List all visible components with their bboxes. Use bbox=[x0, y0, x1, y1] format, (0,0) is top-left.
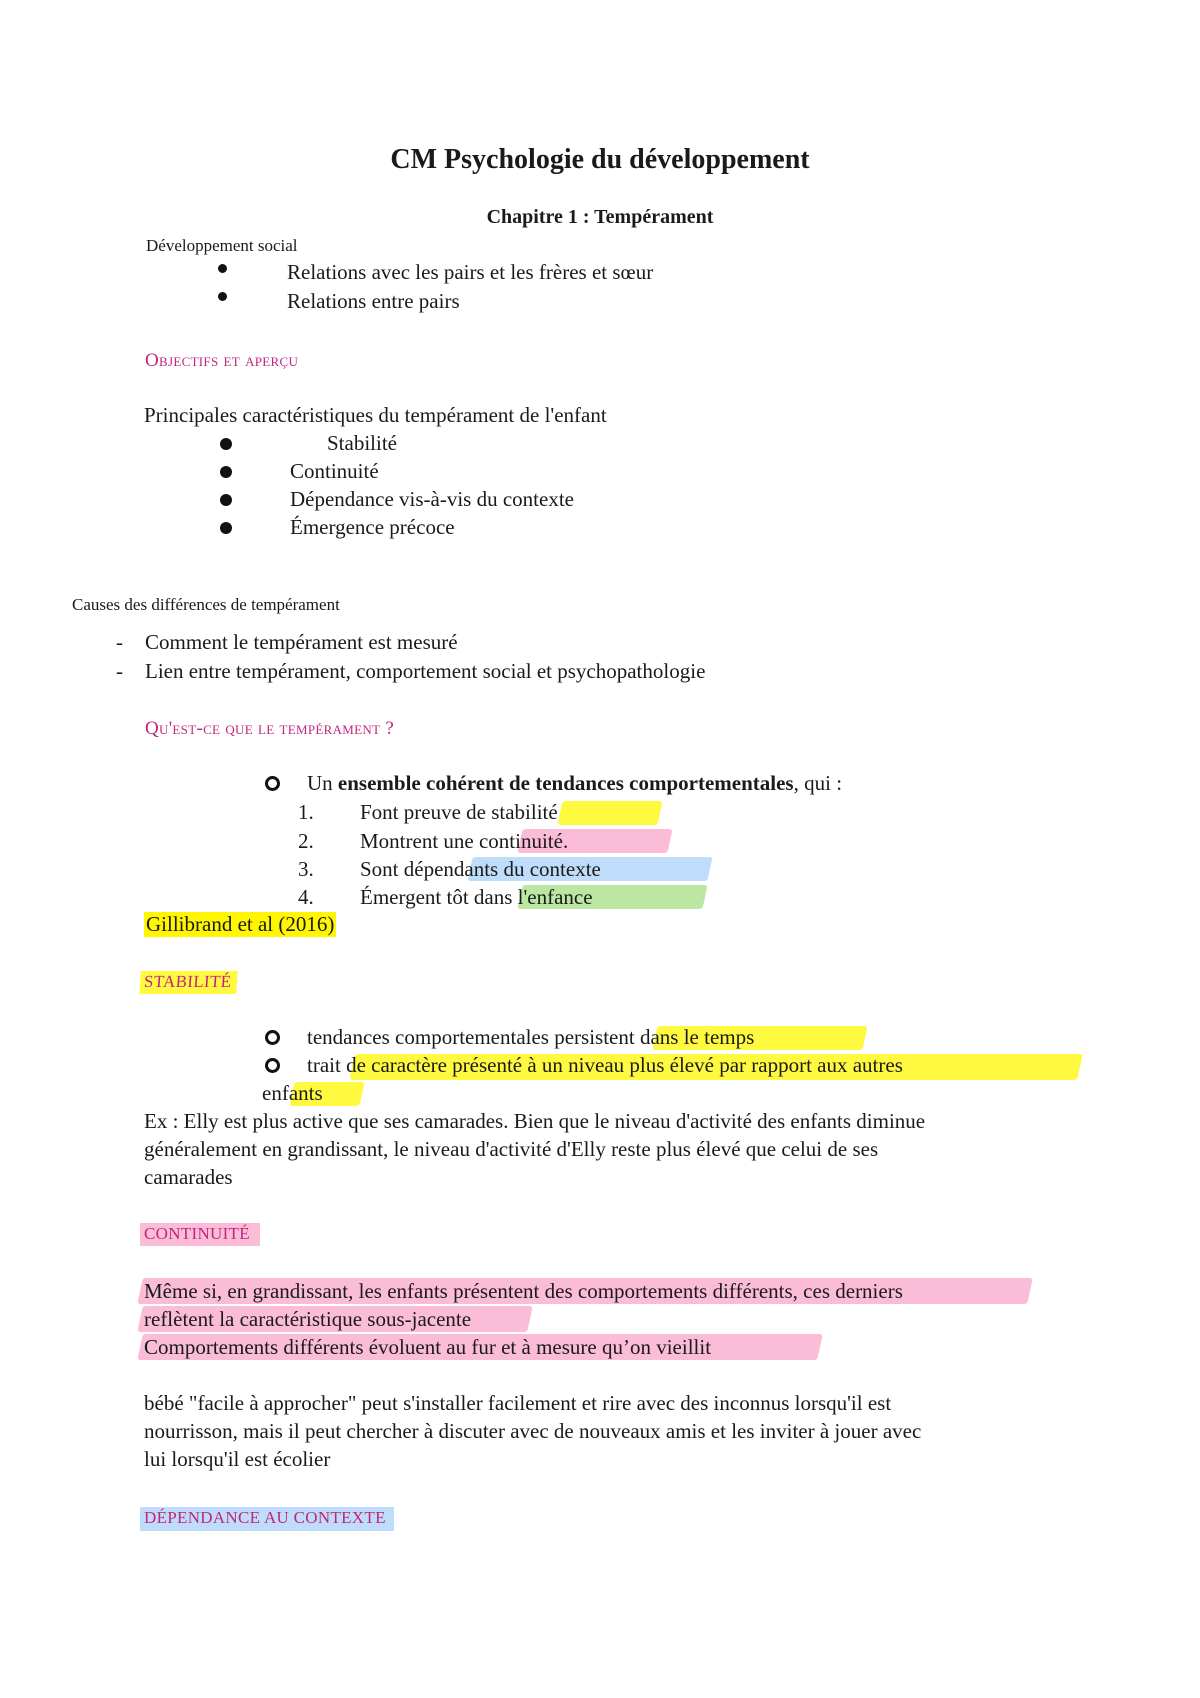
section-heading-dependance: DÉPENDANCE AU CONTEXTE bbox=[140, 1507, 394, 1531]
continuite-line: reflètent la caractéristique sous-jacente bbox=[144, 1307, 472, 1331]
causes-label: Causes des différences de tempérament bbox=[72, 595, 340, 614]
quest-item-num: 2. bbox=[298, 829, 314, 853]
stabilite-example-line: Ex : Elly est plus active que ses camarades. Bien que le niveau d'activité des enfants diminue bbox=[144, 1109, 926, 1133]
bullet-icon bbox=[218, 264, 227, 273]
objectifs-intro: Principales caractéristiques du tempérament de l'enfant bbox=[144, 403, 607, 427]
continuite-example-line: lui lorsqu'il est écolier bbox=[144, 1447, 331, 1471]
objectifs-item: Continuité bbox=[290, 459, 379, 483]
quest-lead bbox=[307, 771, 842, 796]
continuite-example-line: nourrisson, mais il peut chercher à discuter avec de nouveaux amis et les inviter à jouer avec bbox=[144, 1419, 922, 1443]
bullet-icon bbox=[220, 466, 232, 478]
reference: Gillibrand et al (2016) bbox=[146, 912, 335, 936]
dev-social-item: Relations entre pairs bbox=[287, 289, 460, 313]
section-heading-continuite: CONTINUITÉ bbox=[140, 1223, 260, 1246]
continuite-example-line: bébé "facile à approcher" peut s'installer facilement et rire avec des inconnus lorsqu'il est bbox=[144, 1391, 892, 1415]
quest-item-num: 3. bbox=[298, 857, 314, 881]
circle-bullet-icon bbox=[265, 1030, 280, 1045]
bullet-icon bbox=[220, 494, 232, 506]
causes-item: Comment le tempérament est mesuré bbox=[145, 630, 458, 654]
stabilite-item: tendances comportementales persistent dans le temps bbox=[307, 1025, 755, 1049]
circle-bullet-icon bbox=[265, 1058, 280, 1073]
dash-icon: - bbox=[116, 630, 123, 654]
dash-icon: - bbox=[116, 659, 123, 683]
objectifs-item: Dépendance vis-à-vis du contexte bbox=[290, 487, 574, 511]
objectifs-item: Stabilité bbox=[327, 431, 397, 455]
quest-lead-pre: Un bbox=[307, 771, 338, 795]
quest-item: Émergent tôt dans l'enfance bbox=[360, 885, 593, 909]
quest-item-num: 4. bbox=[298, 885, 314, 909]
page-title: CM Psychologie du développement bbox=[390, 144, 810, 175]
stabilite-item-cont: enfants bbox=[262, 1081, 323, 1105]
quest-item: Montrent une continuité. bbox=[360, 829, 569, 853]
objectifs-item: Émergence précoce bbox=[290, 515, 455, 539]
circle-bullet-icon bbox=[265, 776, 280, 791]
chapter-title: Chapitre 1 : Tempérament bbox=[486, 206, 714, 228]
section-heading-quest: Qu'est-ce que le tempérament ? bbox=[145, 718, 395, 739]
section-heading-objectifs: Objectifs et aperçu bbox=[145, 350, 299, 371]
dev-social-label: Développement social bbox=[146, 236, 298, 255]
continuite-line: Comportements différents évoluent au fur et à mesure qu’on vieillit bbox=[144, 1335, 712, 1359]
quest-lead-bold: ensemble cohérent de tendances comportementales bbox=[337, 771, 794, 795]
stabilite-example-line: camarades bbox=[144, 1165, 233, 1189]
quest-item: Font preuve de stabilité bbox=[360, 800, 558, 824]
quest-item-num: 1. bbox=[298, 800, 314, 824]
quest-item: Sont dépendants du contexte bbox=[360, 857, 601, 881]
highlight-yellow bbox=[557, 801, 662, 825]
bullet-icon bbox=[220, 438, 232, 450]
bullet-icon bbox=[218, 292, 227, 301]
dev-social-item: Relations avec les pairs et les frères et sœur bbox=[287, 260, 654, 284]
stabilite-example-line: généralement en grandissant, le niveau d'activité d'Elly reste plus élevé que celui de ses bbox=[144, 1137, 879, 1161]
bullet-icon bbox=[220, 522, 232, 534]
section-heading-stabilite: STABILITÉ bbox=[139, 971, 238, 994]
quest-lead-post: , qui : bbox=[793, 771, 843, 795]
stabilite-item: trait de caractère présenté à un niveau plus élevé par rapport aux autres bbox=[307, 1053, 903, 1077]
continuite-line: Même si, en grandissant, les enfants présentent des comportements différents, ces derniers bbox=[144, 1279, 903, 1303]
causes-item: Lien entre tempérament, comportement social et psychopathologie bbox=[145, 659, 706, 683]
